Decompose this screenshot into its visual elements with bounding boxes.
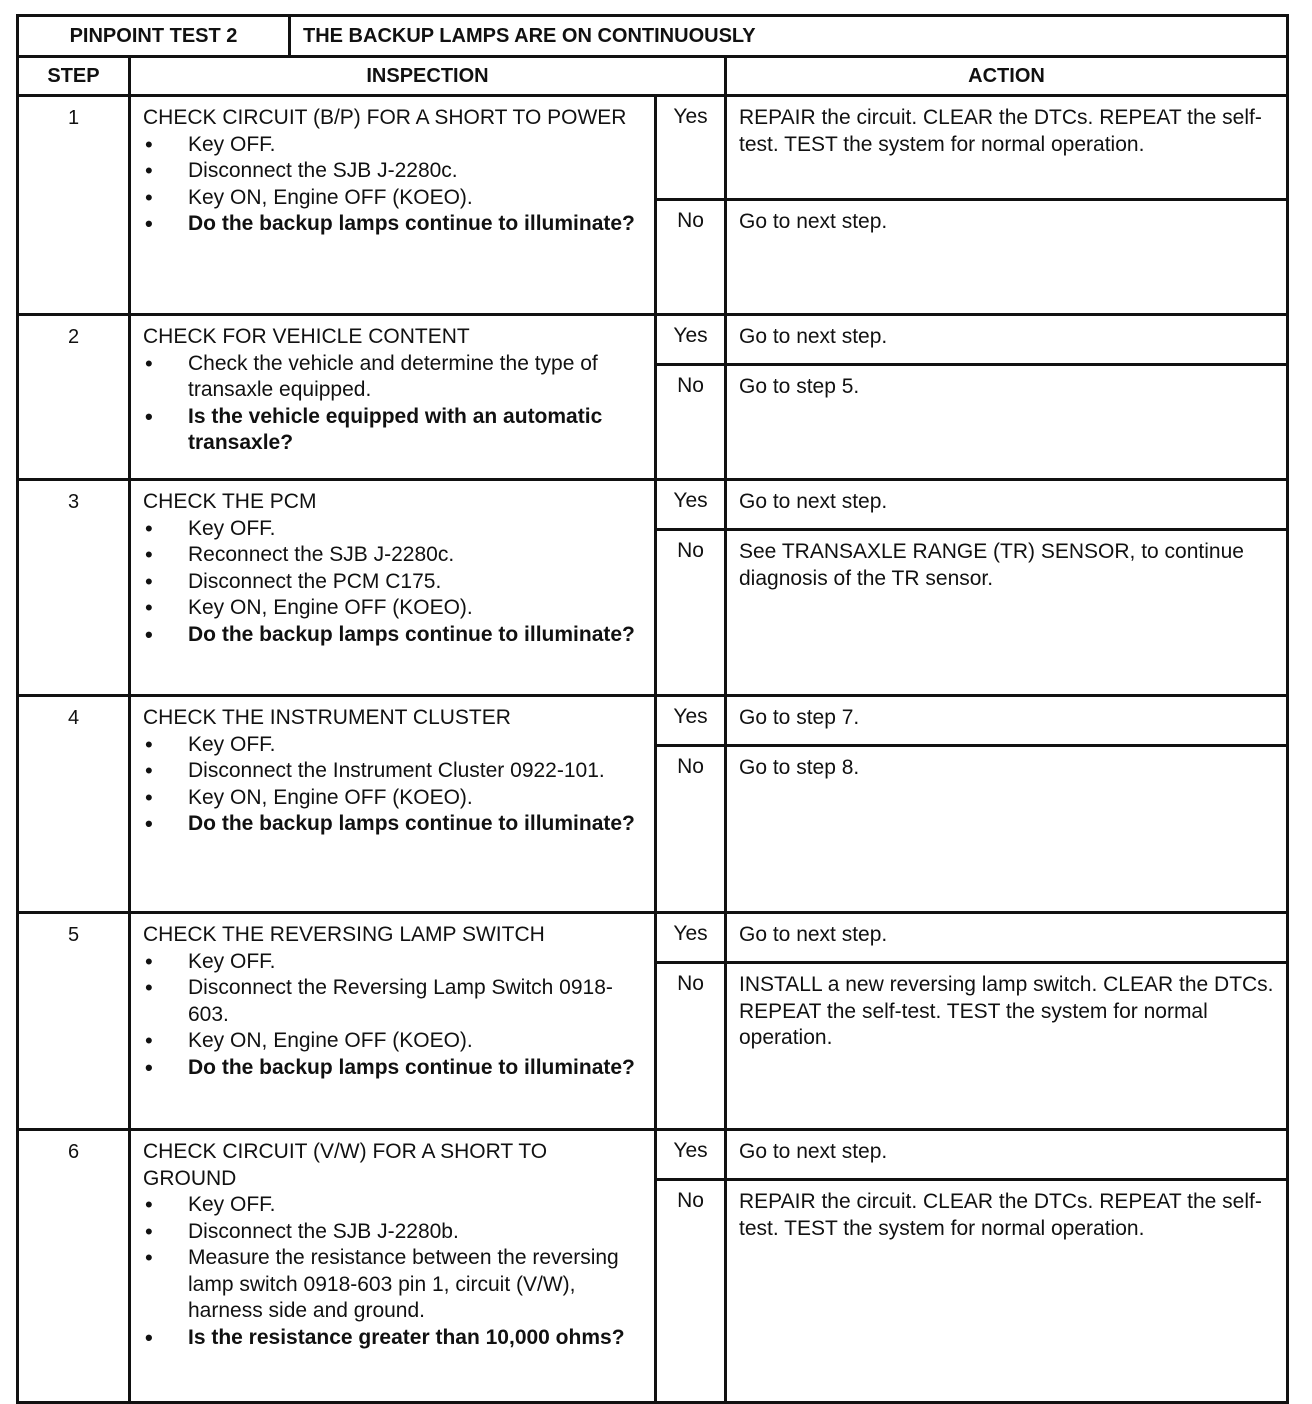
step-bullet: • Key OFF. — [143, 516, 644, 543]
no-action: See TRANSAXLE RANGE (TR) SENSOR, to continue diagnosis of the TR sensor. — [726, 530, 1288, 696]
no-label: No — [656, 365, 726, 480]
step-heading: CHECK CIRCUIT (B/P) FOR A SHORT TO POWER — [143, 106, 627, 129]
inspection-cell — [130, 480, 656, 696]
step-bullet: • Key OFF. — [143, 732, 644, 759]
step-heading: CHECK FOR VEHICLE CONTENT — [143, 325, 470, 348]
step-question: • Do the backup lamps continue to illuminate? — [143, 811, 644, 838]
test-label: PINPOINT TEST 2 — [18, 16, 290, 57]
step-row — [18, 96, 1288, 200]
no-label: No — [656, 963, 726, 1130]
step-bullet: • Key OFF. — [143, 1192, 644, 1219]
no-action: Go to step 8. — [726, 746, 1288, 913]
step-header: STEP — [18, 57, 130, 96]
step-bullet: • Key OFF. — [143, 949, 644, 976]
step-bullet-list — [143, 516, 644, 649]
step-bullet: • Key ON, Engine OFF (KOEO). — [143, 595, 644, 622]
step-bullet: • Key ON, Engine OFF (KOEO). — [143, 1028, 644, 1055]
step-bullet: • Reconnect the SJB J-2280c. — [143, 542, 644, 569]
step-bullet-list — [143, 132, 644, 238]
step-bullet: • Disconnect the Reversing Lamp Switch 0918-603. — [143, 975, 644, 1028]
inspection-cell — [130, 1130, 656, 1403]
step-number: 2 — [18, 315, 130, 480]
yes-label: Yes — [656, 1130, 726, 1180]
step-question: • Do the backup lamps continue to illuminate? — [143, 211, 644, 238]
step-heading: CHECK THE INSTRUMENT CLUSTER — [143, 706, 511, 729]
yes-action: REPAIR the circuit. CLEAR the DTCs. REPEAT the self-test. TEST the system for normal operation. — [726, 96, 1288, 200]
step-bullet: • Disconnect the Instrument Cluster 0922-101. — [143, 758, 644, 785]
inspection-cell — [130, 315, 656, 480]
no-action: Go to step 5. — [726, 365, 1288, 480]
step-bullet: • Disconnect the SJB J-2280c. — [143, 158, 644, 185]
step-bullet: • Key ON, Engine OFF (KOEO). — [143, 185, 644, 212]
step-row — [18, 1130, 1288, 1180]
no-action: Go to next step. — [726, 200, 1288, 315]
step-bullet: • Check the vehicle and determine the type of transaxle equipped. — [143, 351, 644, 404]
step-row — [18, 315, 1288, 365]
yes-action: Go to next step. — [726, 913, 1288, 963]
no-label: No — [656, 1180, 726, 1403]
no-action: REPAIR the circuit. CLEAR the DTCs. REPEAT the self-test. TEST the system for normal operation. — [726, 1180, 1288, 1403]
no-action: INSTALL a new reversing lamp switch. CLEAR the DTCs. REPEAT the self-test. TEST the system for normal operation. — [726, 963, 1288, 1130]
step-heading: CHECK THE REVERSING LAMP SWITCH — [143, 923, 545, 946]
step-number: 5 — [18, 913, 130, 1130]
inspection-header: INSPECTION — [130, 57, 726, 96]
step-bullet: • Disconnect the PCM C175. — [143, 569, 644, 596]
table-body — [18, 16, 1288, 1403]
yes-label: Yes — [656, 913, 726, 963]
step-bullet: • Key ON, Engine OFF (KOEO). — [143, 785, 644, 812]
yes-label: Yes — [656, 96, 726, 200]
yes-label: Yes — [656, 480, 726, 530]
step-heading: CHECK CIRCUIT (V/W) FOR A SHORT TO GROUND — [143, 1140, 548, 1190]
pinpoint-test-table — [16, 14, 1289, 1404]
step-heading: CHECK THE PCM — [143, 490, 317, 513]
step-number: 3 — [18, 480, 130, 696]
test-title: THE BACKUP LAMPS ARE ON CONTINUOUSLY — [290, 16, 1288, 57]
inspection-cell — [130, 96, 656, 315]
yes-label: Yes — [656, 696, 726, 746]
step-bullet-list — [143, 351, 644, 457]
step-question: • Do the backup lamps continue to illuminate? — [143, 622, 644, 649]
step-bullet: • Key OFF. — [143, 132, 644, 159]
step-bullet: • Measure the resistance between the reversing lamp switch 0918-603 pin 1, circuit (V/W), harness side and ground. — [143, 1245, 644, 1325]
no-label: No — [656, 746, 726, 913]
step-bullet-list — [143, 1192, 644, 1351]
no-label: No — [656, 200, 726, 315]
step-number: 1 — [18, 96, 130, 315]
step-bullet: • Disconnect the SJB J-2280b. — [143, 1219, 644, 1246]
step-number: 4 — [18, 696, 130, 913]
inspection-cell — [130, 696, 656, 913]
yes-action: Go to next step. — [726, 480, 1288, 530]
step-row — [18, 480, 1288, 530]
header-row — [18, 57, 1288, 96]
yes-action: Go to next step. — [726, 315, 1288, 365]
step-row — [18, 913, 1288, 963]
step-number: 6 — [18, 1130, 130, 1403]
step-bullet-list — [143, 732, 644, 838]
no-label: No — [656, 530, 726, 696]
yes-action: Go to step 7. — [726, 696, 1288, 746]
step-question: • Do the backup lamps continue to illuminate? — [143, 1055, 644, 1082]
step-question: • Is the resistance greater than 10,000 ohms? — [143, 1325, 644, 1352]
title-row — [18, 16, 1288, 57]
inspection-cell — [130, 913, 656, 1130]
step-question: • Is the vehicle equipped with an automatic transaxle? — [143, 404, 644, 457]
yes-label: Yes — [656, 315, 726, 365]
step-bullet-list — [143, 949, 644, 1082]
step-row — [18, 696, 1288, 746]
yes-action: Go to next step. — [726, 1130, 1288, 1180]
action-header: ACTION — [726, 57, 1288, 96]
